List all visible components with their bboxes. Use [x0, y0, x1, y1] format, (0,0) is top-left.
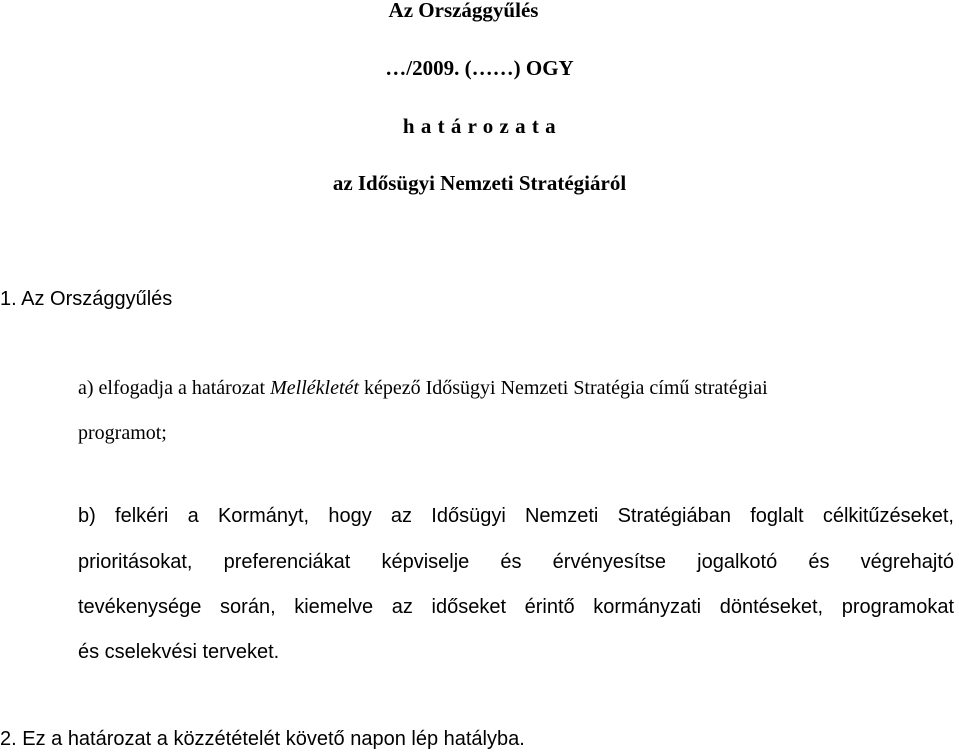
point-b-line-1: b) felkéri a Kormányt, hogy az Idősügyi Nemzeti Stratégiában foglalt célkitűzéseket, [78, 505, 954, 527]
point-a-text-pre: a) elfogadja a határozat [78, 377, 271, 399]
point-b-line-2: prioritásokat, preferenciákat képviselje és érvényesítse jogalkotó és végrehajtó [78, 551, 954, 573]
point-2: 2. Ez a határozat a közzétételét követő napon lép hatályba. [0, 728, 525, 750]
annex-reference: Mellékletét [270, 377, 359, 399]
point-a-text-post: képező Idősügyi Nemzeti Stratégia című stratégiai [358, 377, 768, 399]
resolution-number: …/2009. (……) OGY [385, 56, 574, 80]
resolution-subject: az Idősügyi Nemzeti Stratégiáról [332, 171, 627, 195]
point-a-line-1 [78, 377, 768, 400]
point-b-line-3: tevékenysége során, kiemelve az időseket érintő kormányzati döntéseket, programokat [78, 596, 954, 618]
point-1-intro: 1. Az Országgyűlés [0, 288, 173, 310]
issuer-title: Az Országgyűlés [388, 0, 539, 22]
resolution-heading: h a t á r o z a t a [402, 114, 557, 138]
point-b-line-4: és cselekvési terveket. [78, 641, 280, 663]
point-a-line-2: programot; [78, 422, 167, 444]
